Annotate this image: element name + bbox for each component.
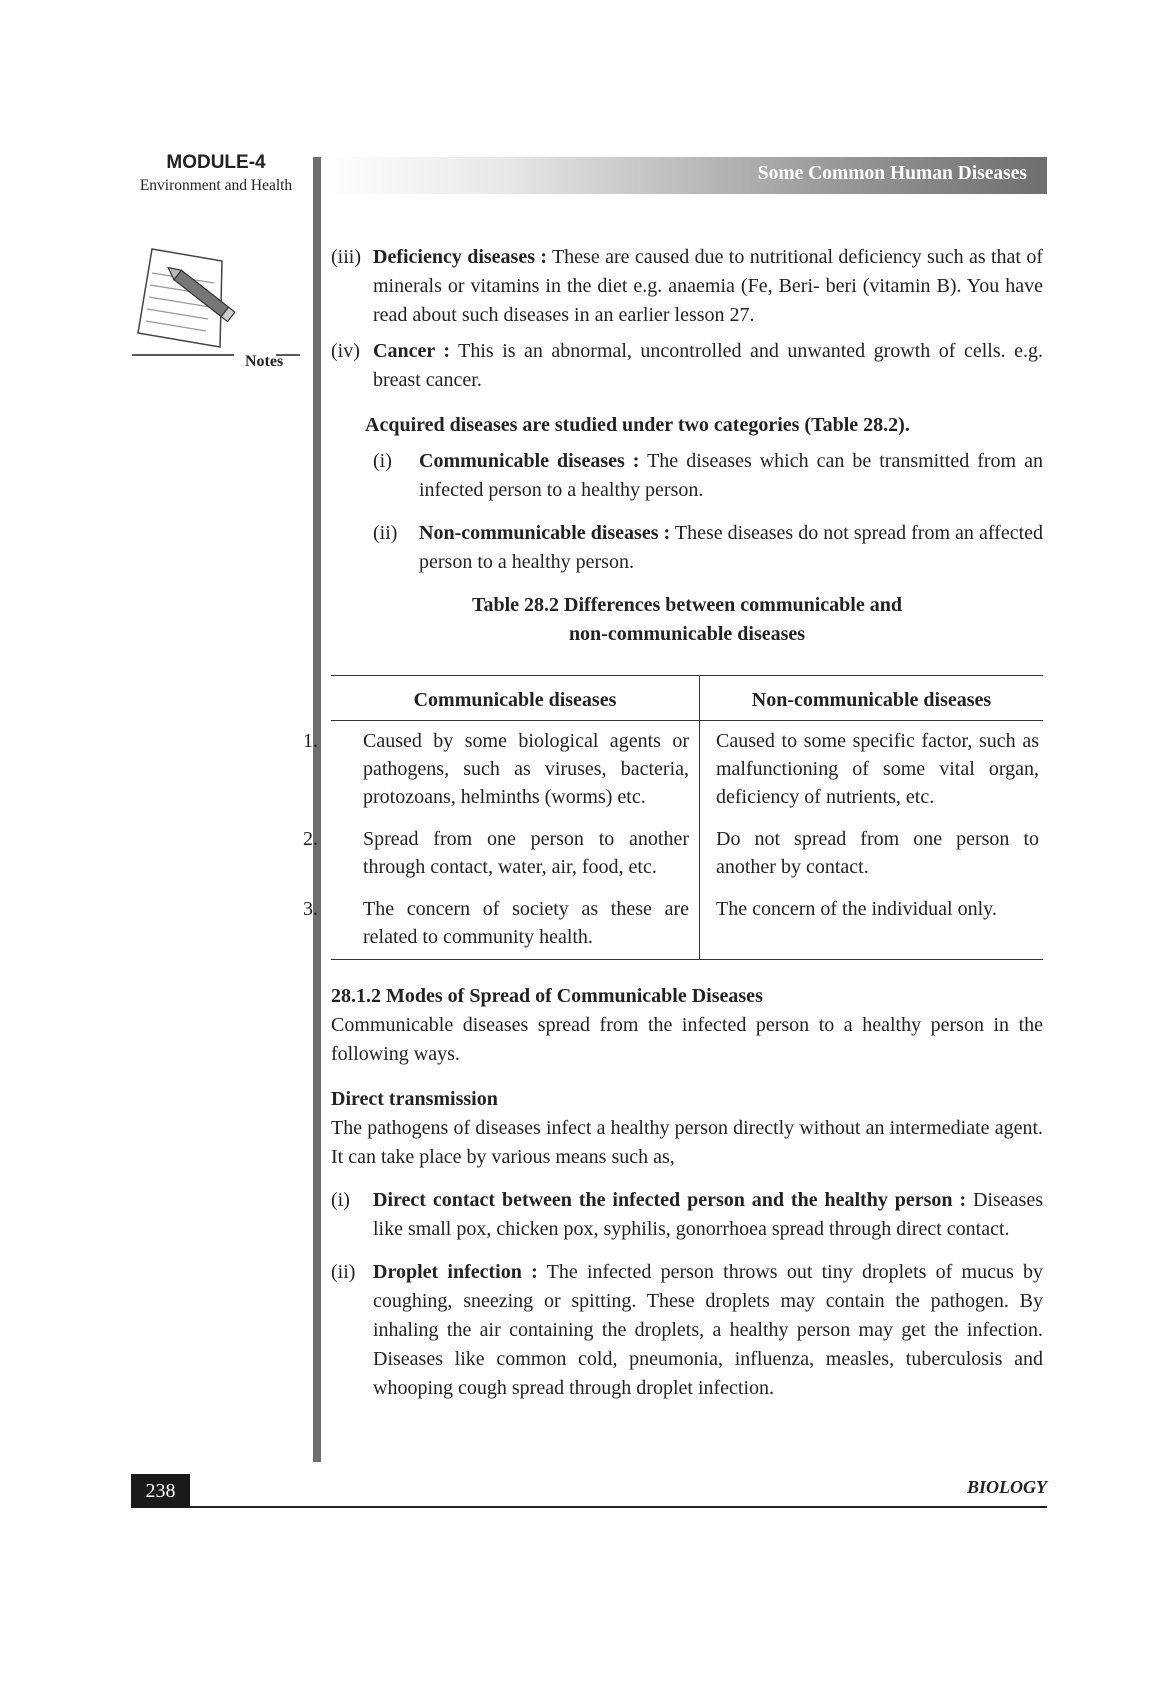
table-title: non-communicable diseases xyxy=(568,623,806,645)
list-item-term: Cancer : xyxy=(373,340,450,362)
list-item-number: (i) xyxy=(331,1189,350,1211)
running-header-title: Some Common Human Diseases xyxy=(757,163,1027,184)
list-item-number: (iv) xyxy=(331,340,360,362)
category-term: Non-communicable diseases : xyxy=(419,522,671,544)
page-content xyxy=(303,243,1044,1403)
notes-label: Notes xyxy=(245,353,284,370)
table-title: Table 28.2 Differences between communicable and xyxy=(472,594,902,616)
table-row xyxy=(331,819,1043,889)
list-item-text: These are caused due to nutritional deficiency such as that of minerals or vitamins in the diet e.g. anaemia (Fe, Beri- beri (vitamin B). You have read about such diseases in an earlier lesson 27. xyxy=(373,246,1043,326)
list-item xyxy=(331,1258,1043,1403)
section-heading: 28.1.2 Modes of Spread of Communicable Diseases xyxy=(331,985,763,1007)
module-subtitle: Environment and Health xyxy=(139,177,293,194)
table-cell: The concern of the individual only. xyxy=(716,898,997,920)
list-item xyxy=(331,243,1043,330)
margin-rule xyxy=(313,157,321,1462)
category-number: (i) xyxy=(373,450,392,472)
table-row xyxy=(331,889,1043,959)
table-cell: 3. The concern of society as these are related to community health. xyxy=(331,889,700,959)
list-item xyxy=(331,1186,1043,1244)
table-cell: Do not spread from one person to another by contact. xyxy=(716,828,1039,878)
category-text: These diseases do not spread from an affected person to a healthy person. xyxy=(419,522,1044,573)
list-item-term: Direct contact between the infected person and the healthy person : xyxy=(373,1189,967,1211)
acquired-heading: Acquired diseases are studied under two categories (Table 28.2). xyxy=(365,414,910,436)
running-header xyxy=(322,157,1047,194)
table-header: Communicable diseases xyxy=(331,676,700,721)
category-term: Communicable diseases : xyxy=(419,450,640,472)
list-item-text: The infected person throws out tiny droplets of mucus by coughing, sneezing or spitting. These droplets may contain the pathogen. By inhaling the air containing the droplets, a healthy person may get the infection. Diseases like common cold, pneumonia, influenza, measles, tuberculosis and whooping cough spread through droplet infection. xyxy=(373,1261,1043,1399)
section-intro: Communicable diseases spread from the infected person to a healthy person in the following ways. xyxy=(331,1014,1043,1065)
module-title: MODULE-4 xyxy=(166,152,266,173)
category-text: The diseases which can be transmitted from an infected person to a healthy person. xyxy=(419,450,1043,501)
subsection-heading: Direct transmission xyxy=(331,1088,498,1110)
page-number: 238 xyxy=(131,1474,190,1508)
list-item-term: Droplet infection : xyxy=(373,1261,538,1283)
subsection-intro: The pathogens of diseases infect a healthy person directly without an intermediate agent. It can take place by various means such as, xyxy=(331,1117,1043,1168)
table-header: Non-communicable diseases xyxy=(700,676,1044,721)
category-number: (ii) xyxy=(373,522,398,544)
list-item-text: This is an abnormal, uncontrolled and unwanted growth of cells. e.g. breast cancer. xyxy=(373,340,1043,391)
footer-subject: BIOLOGY xyxy=(967,1477,1047,1497)
category-item xyxy=(331,519,1043,577)
list-item-number: (iii) xyxy=(331,246,361,268)
comparison-table xyxy=(303,675,1043,960)
category-item xyxy=(331,447,1043,505)
table-cell: Caused to some specific factor, such as malfunctioning of some vital organ, deficiency of nutrients, etc. xyxy=(716,730,1039,808)
table-row xyxy=(331,721,1043,820)
table-cell: 1. Caused by some biological agents or pathogens, such as viruses, bacteria, protozoans, helminths (worms) etc. xyxy=(331,721,700,820)
list-item-number: (ii) xyxy=(331,1261,356,1283)
list-item xyxy=(331,337,1043,395)
list-item-term: Deficiency diseases : xyxy=(373,246,547,268)
list-item-text: Diseases like small pox, chicken pox, syphilis, gonorrhoea spread through direct contact. xyxy=(373,1189,1044,1240)
footer-rule xyxy=(190,1506,1047,1508)
table-cell: 2. Spread from one person to another through contact, water, air, food, etc. xyxy=(331,819,700,889)
